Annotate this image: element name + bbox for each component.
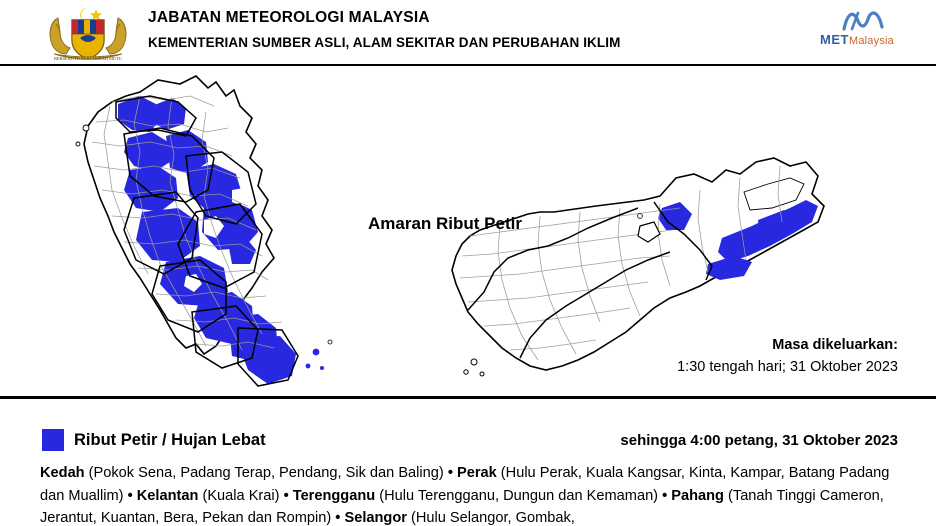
state-districts: (Hulu Terengganu, Dungun dan Kemaman) (375, 487, 659, 504)
header-titles (148, 8, 620, 53)
legend-row (0, 399, 936, 453)
state-districts: (Hulu Perak, Kuala Kangsar, Kinta, Kampar, Batang Padang dan Muallim) (40, 465, 890, 504)
peninsular-malaysia-map (76, 76, 332, 386)
state-name: Pahang (671, 487, 724, 504)
state-name: Kedah (40, 465, 85, 481)
svg-text:BERSEKUTU BERTAMBAH MUTU: BERSEKUTU BERTAMBAH MUTU (54, 56, 122, 61)
state-separator: • (331, 510, 345, 526)
met-wave-icon (794, 6, 894, 31)
map-title: Amaran Ribut Petir (368, 214, 522, 233)
state-separator: • (123, 487, 137, 504)
state-separator: • (658, 487, 672, 504)
legend-valid-until: sehingga 4:00 petang, 31 Oktober 2023 (620, 432, 898, 449)
state-separator: • (279, 487, 293, 504)
page-header (0, 0, 936, 66)
state-districts: (Tanah Tinggi Cameron, Jerantut, Kuantan, Bera, Pekan dan Rompin) (40, 487, 884, 526)
ministry-name: KEMENTERIAN SUMBER ASLI, ALAM SEKITAR DAN PERUBAHAN IKLIM (148, 35, 621, 50)
issued-time-block (677, 334, 898, 378)
state-districts: (Pokok Sena, Padang Terap, Pendang, Sik dan Baling) (84, 465, 444, 481)
map-area (0, 66, 936, 396)
state-name: Perak (456, 465, 497, 481)
state-name: Kelantan (136, 487, 199, 504)
met-malaysia-logo (794, 6, 894, 52)
state-districts: (Kuala Krai) (198, 487, 280, 504)
affected-states-text (40, 462, 898, 526)
state-name: Terengganu (292, 487, 376, 504)
legend-footer (0, 399, 936, 526)
issued-time: 1:30 tengah hari; 31 Oktober 2023 (677, 359, 898, 375)
met-logo-sub: Malaysia (848, 35, 894, 48)
issued-label: Masa dikeluarkan: (772, 337, 898, 353)
agency-name: JABATAN METEOROLOGI MALAYSIA (148, 9, 430, 26)
legend-label: Ribut Petir / Hujan Lebat (74, 431, 266, 449)
met-logo-word: MET (820, 32, 849, 48)
legend-color-swatch (42, 429, 64, 451)
state-separator: • (443, 465, 457, 481)
state-name: Selangor (344, 510, 407, 526)
malaysia-crest-icon (40, 4, 136, 62)
state-districts: (Hulu Selangor, Gombak, (406, 510, 575, 526)
